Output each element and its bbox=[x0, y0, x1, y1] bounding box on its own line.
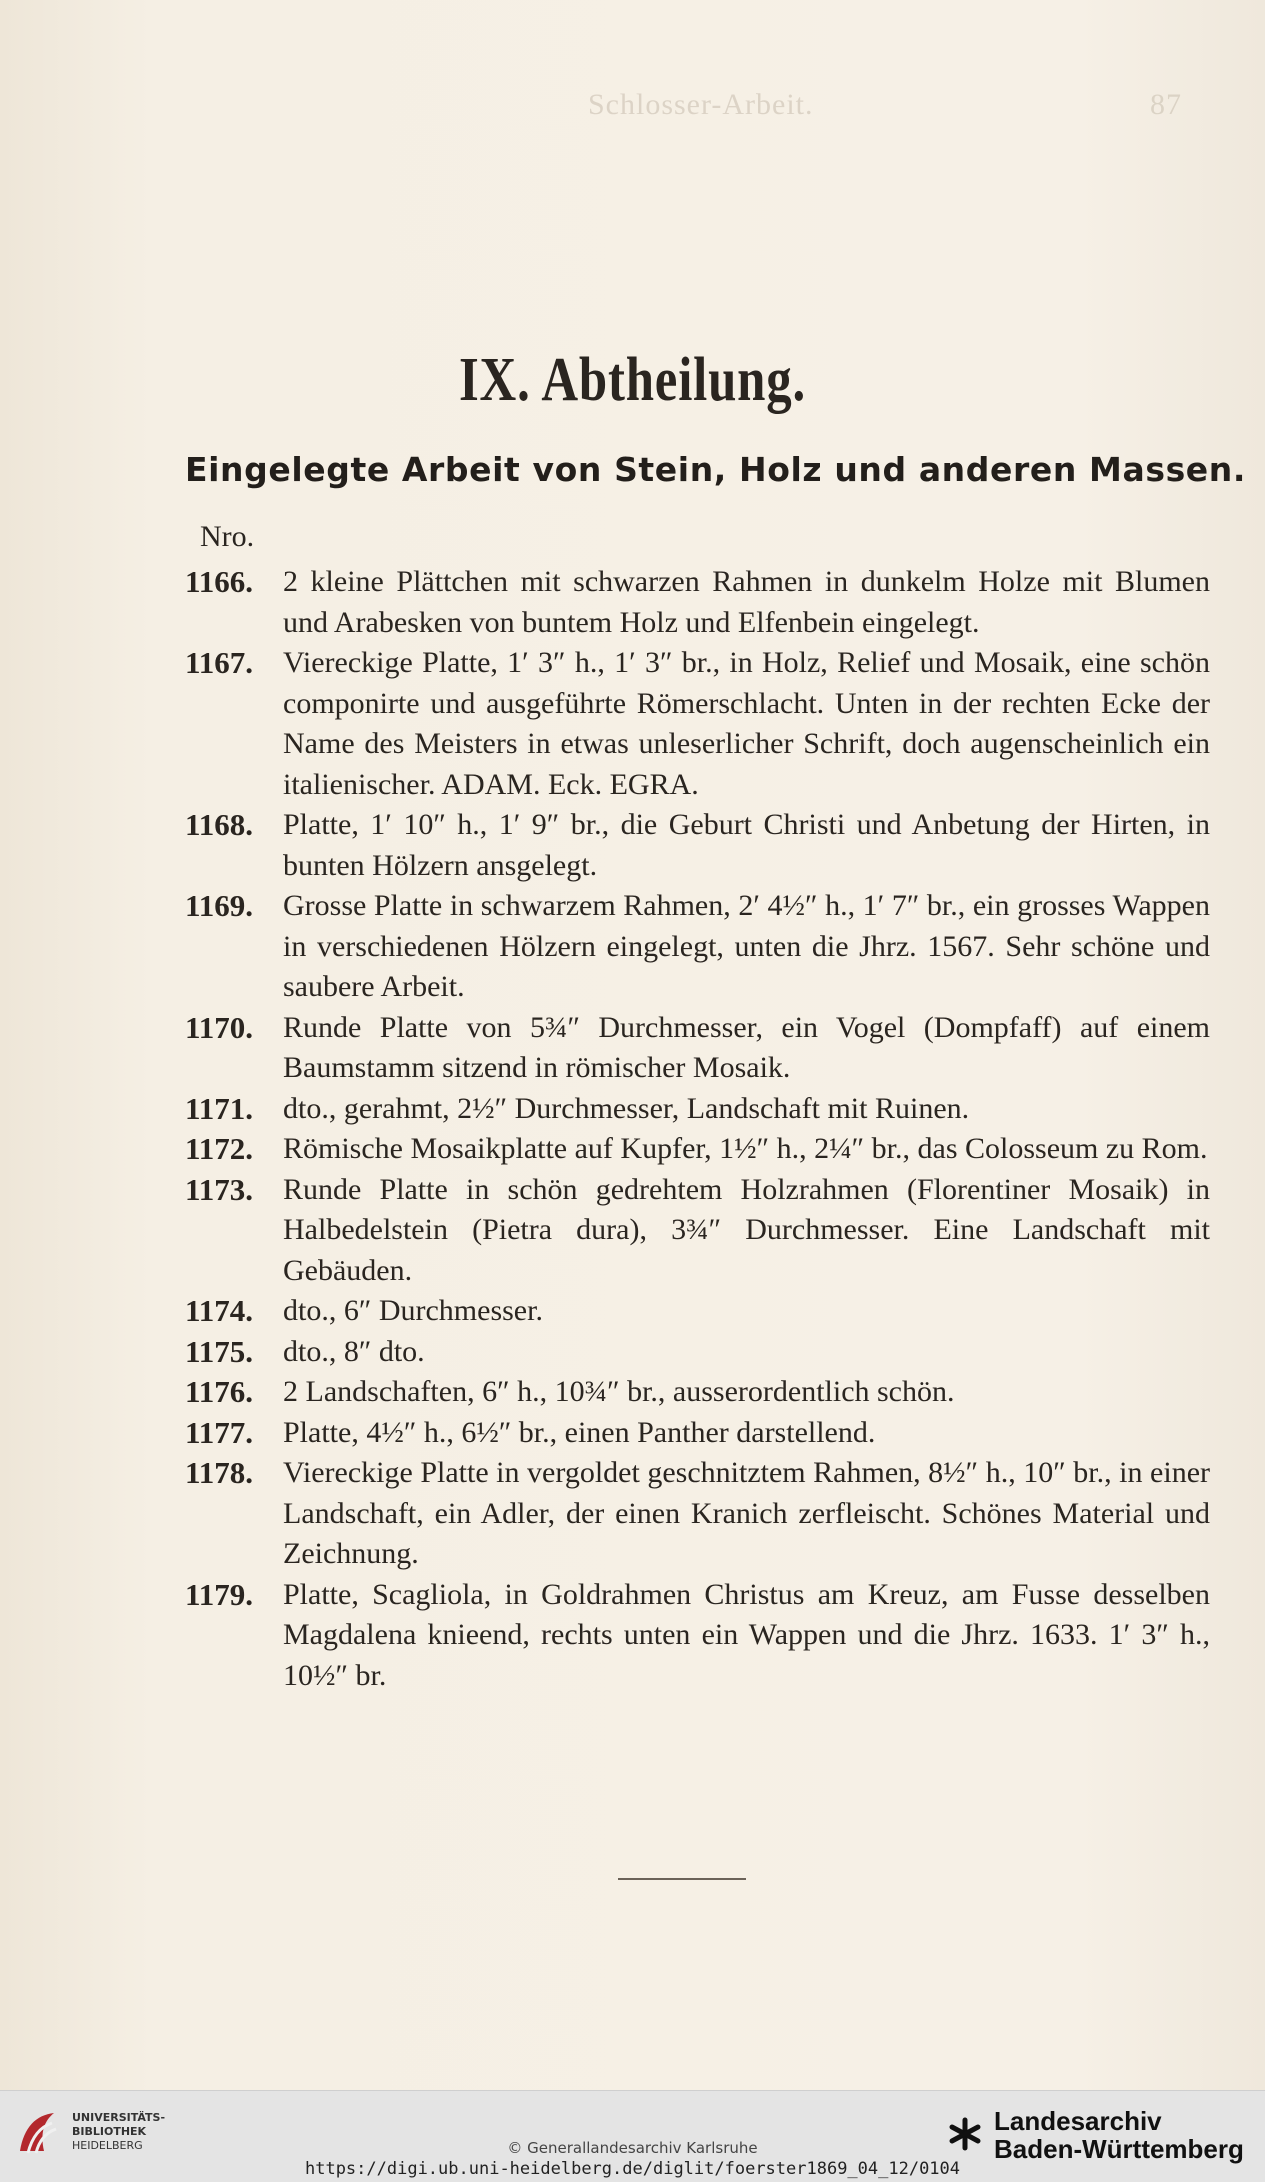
entry-number: 1169. bbox=[185, 888, 254, 923]
entry-number: 1166. bbox=[185, 564, 254, 599]
catalogue-entry bbox=[185, 1372, 1210, 1413]
entry-number: 1176. bbox=[185, 1374, 254, 1409]
number-column-label: Nro. bbox=[200, 520, 255, 553]
entry-text: dto., 6″ Durchmesser. bbox=[283, 1294, 543, 1327]
catalogue-entry bbox=[185, 562, 1210, 643]
entry-number: 1175. bbox=[185, 1333, 254, 1369]
catalogue-entry bbox=[185, 886, 1210, 1008]
entry-number: 1178. bbox=[185, 1455, 254, 1490]
closing-rule bbox=[618, 1878, 746, 1880]
entry-text: Römische Mosaikplatte auf Kupfer, 1½″ h., 2¼″ br., das Colosseum zu Rom. bbox=[283, 1132, 1208, 1165]
viewer-footer bbox=[0, 2090, 1265, 2182]
catalogue-entry bbox=[185, 1129, 1210, 1170]
archive-name-line: Landesarchiv bbox=[994, 2106, 1162, 2136]
catalogue-entry bbox=[185, 1089, 1210, 1130]
entry-text: dto., 8″ dto. bbox=[283, 1334, 425, 1368]
entry-number: 1172. bbox=[185, 1131, 254, 1166]
entry-text: Runde Platte von 5¾″ Durchmesser, ein Vogel (Dompfaff) auf einem Baumstamm sitzend in römischer Mosaik. bbox=[283, 1010, 1210, 1084]
entry-number: 1167. bbox=[185, 645, 254, 680]
catalogue-entry bbox=[185, 643, 1210, 805]
catalogue-entry bbox=[185, 1413, 1210, 1454]
catalogue-entry bbox=[185, 1575, 1210, 1697]
entry-number: 1168. bbox=[185, 807, 254, 842]
section-title: IX. Abtheilung. bbox=[458, 346, 807, 414]
entry-text: Platte, Scagliola, in Goldrahmen Christus am Kreuz, am Fusse desselben Magdalena knieend, rechts unten ein Wappen und die Jhrz. 1633. 1′ 3″ h., 10½″ br. bbox=[283, 1577, 1210, 1692]
entry-text: dto., gerahmt, 2½″ Durchmesser, Landschaft mit Ruinen. bbox=[283, 1091, 970, 1125]
entry-text: Runde Platte in schön gedrehtem Holzrahmen (Florentiner Mosaik) in Halbedelstein (Pietra dura), 3¾″ Durchmesser. Eine Landschaft mit Gebäuden. bbox=[283, 1172, 1210, 1287]
entry-text: 2 Landschaften, 6″ h., 10¾″ br., ausserordentlich schön. bbox=[283, 1375, 955, 1408]
catalogue-entry bbox=[185, 805, 1210, 886]
entry-number: 1170. bbox=[185, 1009, 254, 1045]
catalogue-entries bbox=[185, 562, 1210, 1696]
entry-number: 1173. bbox=[185, 1171, 254, 1207]
library-name-line: BIBLIOTHEK bbox=[72, 2125, 147, 2138]
entry-number: 1177. bbox=[185, 1414, 254, 1450]
bleed-through-text: Schlosser-Arbeit. bbox=[588, 88, 814, 121]
section-subtitle: Eingelegte Arbeit von Stein, Holz und anderen Massen. bbox=[185, 450, 1247, 489]
bleed-through-page-number: 87 bbox=[1150, 88, 1182, 121]
catalogue-entry bbox=[185, 1291, 1210, 1332]
library-name-line: UNIVERSITÄTS- bbox=[72, 2111, 166, 2124]
entry-text: Platte, 1′ 10″ h., 1′ 9″ br., die Geburt Christi und Anbetung der Hirten, in bunten Hölzern ansgelegt. bbox=[283, 808, 1210, 882]
landesarchiv-asterisk-icon bbox=[948, 2117, 982, 2151]
entry-text: 2 kleine Plättchen mit schwarzen Rahmen in dunkelm Holze mit Blumen und Arabesken von buntem Holz und Elfenbein eingelegt. bbox=[283, 565, 1210, 639]
entry-number: 1174. bbox=[185, 1293, 254, 1328]
catalogue-entry bbox=[185, 1332, 1210, 1373]
copyright-notice: © Generallandesarchiv Karlsruhe bbox=[507, 2139, 758, 2157]
entry-text: Grosse Platte in schwarzem Rahmen, 2′ 4½″ h., 1′ 7″ br., ein grosses Wappen in verschiedenen Hölzern eingelegt, unten die Jhrz. 1567. Sehr schöne und saubere Arbeit. bbox=[283, 889, 1210, 1003]
library-name-line: HEIDELBERG bbox=[72, 2139, 143, 2152]
entry-text: Viereckige Platte, 1′ 3″ h., 1′ 3″ br., in Holz, Relief und Mosaik, eine schön componirte und ausgeführte Römerschlacht. Unten in der rechten Ecke der Name des Meisters in etwas unleserlicher Schrift, doch augenscheinlich ein italienischer. ADAM. Eck. EGRA. bbox=[283, 646, 1210, 801]
catalogue-entry bbox=[185, 1008, 1210, 1089]
landesarchiv-logo-text bbox=[994, 2107, 1244, 2163]
archive-name-line: Baden-Württemberg bbox=[994, 2134, 1244, 2164]
entry-number: 1179. bbox=[185, 1576, 254, 1612]
catalogue-entry bbox=[185, 1453, 1210, 1575]
entry-text: Viereckige Platte in vergoldet geschnitztem Rahmen, 8½″ h., 10″ br., in einer Landschaft, ein Adler, der einen Kranich zerfleischt. Schönes Material und Zeichnung. bbox=[283, 1456, 1210, 1570]
catalogue-entry bbox=[185, 1170, 1210, 1292]
entry-text: Platte, 4½″ h., 6½″ br., einen Panther darstellend. bbox=[283, 1415, 876, 1449]
permalink-url[interactable]: https://digi.ub.uni-heidelberg.de/diglit/foerster1869_04_12/0104 bbox=[304, 2159, 961, 2179]
entry-number: 1171. bbox=[185, 1090, 254, 1126]
